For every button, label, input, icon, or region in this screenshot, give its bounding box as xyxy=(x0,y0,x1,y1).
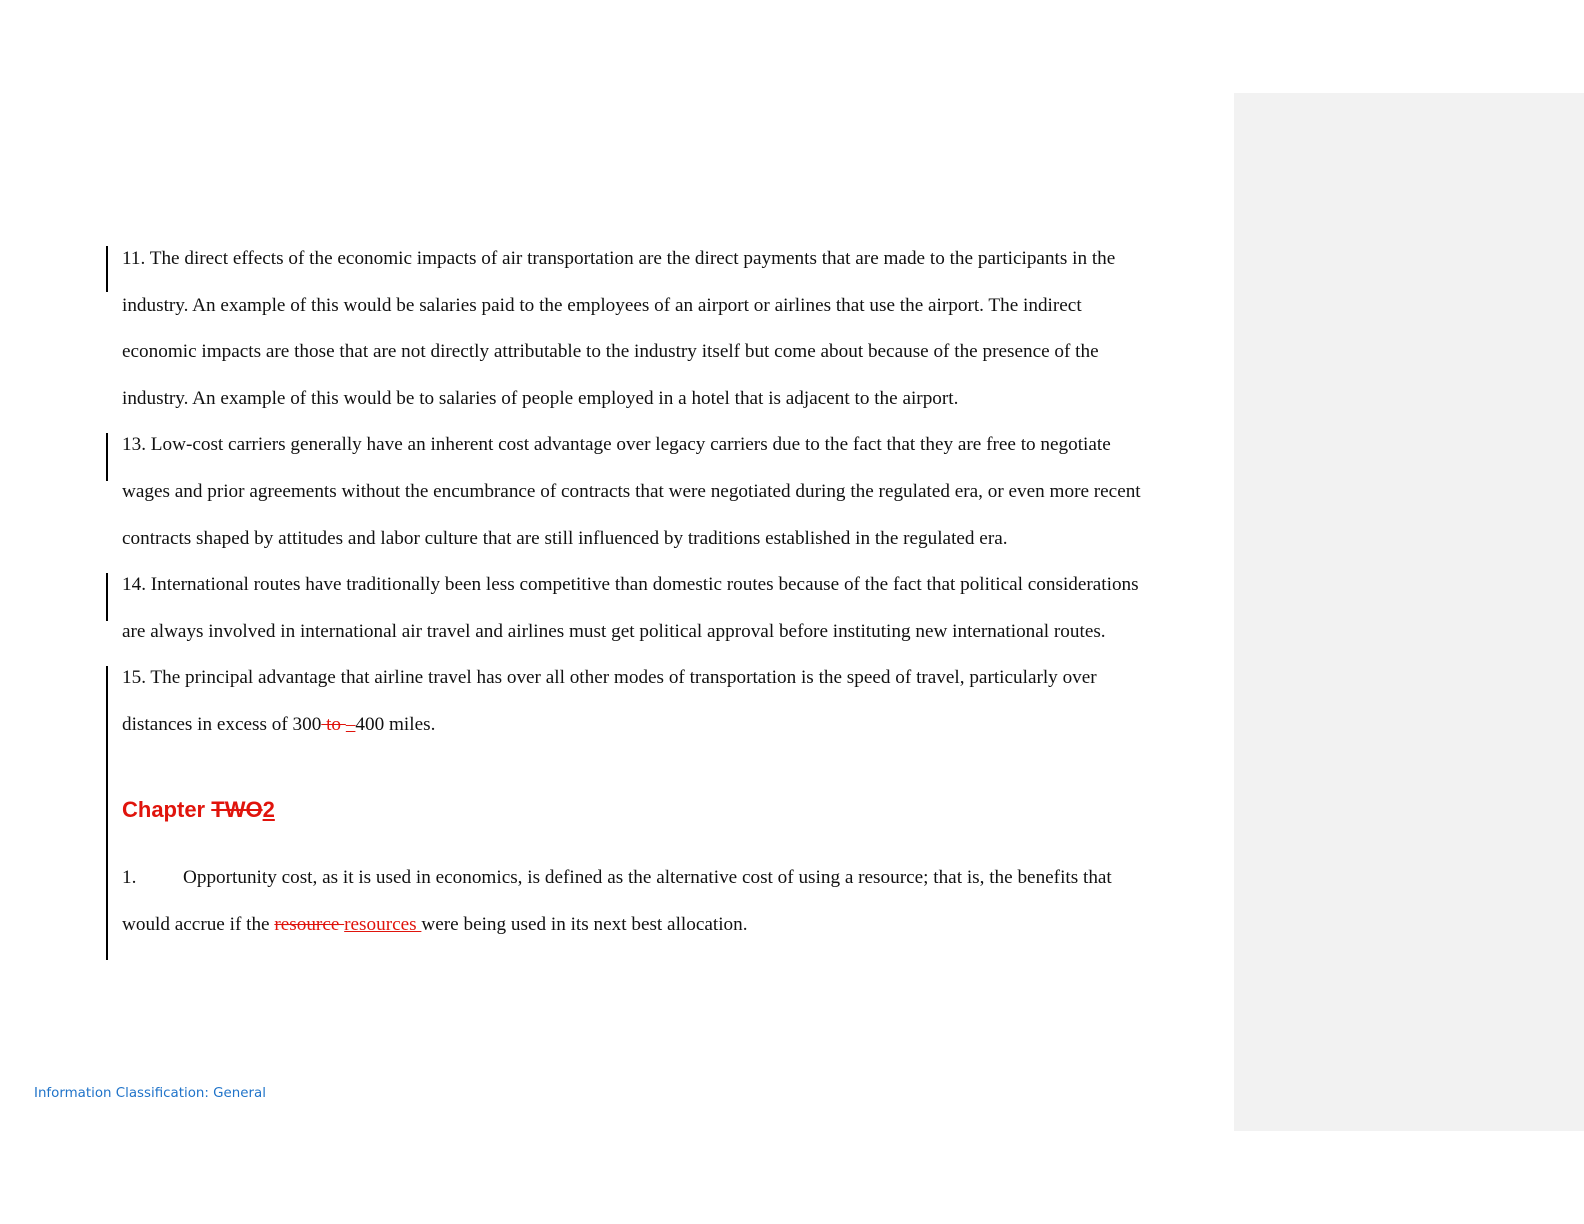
document-body xyxy=(122,236,1207,749)
text-line: 15. The principal advantage that airline travel has over all other modes of transportation is the speed of travel, particularly over xyxy=(122,667,1097,689)
tracked-deletion: resource xyxy=(274,913,345,935)
text-line xyxy=(122,702,1207,749)
text-line xyxy=(122,902,1207,949)
text-run: Opportunity cost, as it is used in economics, is defined as the alternative cost of using a resource; that is, the benefits that xyxy=(183,867,1112,888)
change-bar xyxy=(106,433,108,481)
chapter-2-item-1 xyxy=(122,855,1207,948)
text-line: 14. International routes have traditionally been less competitive than domestic routes because of the fact that political considerations xyxy=(122,574,1139,596)
text-line: wages and prior agreements without the encumbrance of contracts that were negotiated during the regulated era, or even more recent xyxy=(122,480,1141,502)
change-bar xyxy=(106,246,108,292)
classification-footer: Information Classification: General xyxy=(34,1086,266,1101)
paragraph-15 xyxy=(122,655,1207,748)
change-bar xyxy=(106,573,108,621)
text-run: distances in excess of 300 xyxy=(122,713,322,735)
chapter-heading xyxy=(122,797,275,823)
text-line: contracts shaped by attitudes and labor culture that are still influenced by traditions established in the regulated era. xyxy=(122,527,1008,549)
text-run: would accrue if the xyxy=(122,913,275,935)
text-line: industry. An example of this would be salaries paid to the employees of an airport or airlines that use the airport. The indirect xyxy=(122,294,1082,316)
tracked-insertion: resources xyxy=(344,913,422,935)
paragraph-11 xyxy=(122,236,1207,422)
text-line: industry. An example of this would be to salaries of people employed in a hotel that is adjacent to the airport. xyxy=(122,387,959,409)
list-item xyxy=(122,855,1207,948)
list-number: 1. xyxy=(122,867,137,888)
text-run: 400 miles. xyxy=(355,713,436,735)
tracked-insertion: – xyxy=(345,713,356,735)
text-line: economic impacts are those that are not directly attributable to the industry itself but come about because of the presence of the xyxy=(122,341,1099,363)
paragraph-14 xyxy=(122,562,1207,655)
change-bar xyxy=(106,666,108,960)
text-line xyxy=(122,855,1207,902)
text-line: 11. The direct effects of the economic impacts of air transportation are the direct payments that are made to the participants in the xyxy=(122,248,1116,269)
chapter-prefix: Chapter xyxy=(122,797,212,822)
text-run: were being used in its next best allocation. xyxy=(421,913,748,935)
tracked-deletion: to xyxy=(321,713,346,735)
comment-pane xyxy=(1234,93,1584,1131)
text-line: 13. Low-cost carriers generally have an inherent cost advantage over legacy carriers due to the fact that they are free to negotiate xyxy=(122,434,1111,456)
text-line: are always involved in international air travel and airlines must get political approval before instituting new international routes. xyxy=(122,620,1106,642)
tracked-deletion: TWO xyxy=(211,797,263,822)
tracked-insertion: 2 xyxy=(262,797,275,822)
paragraph-13 xyxy=(122,422,1207,562)
